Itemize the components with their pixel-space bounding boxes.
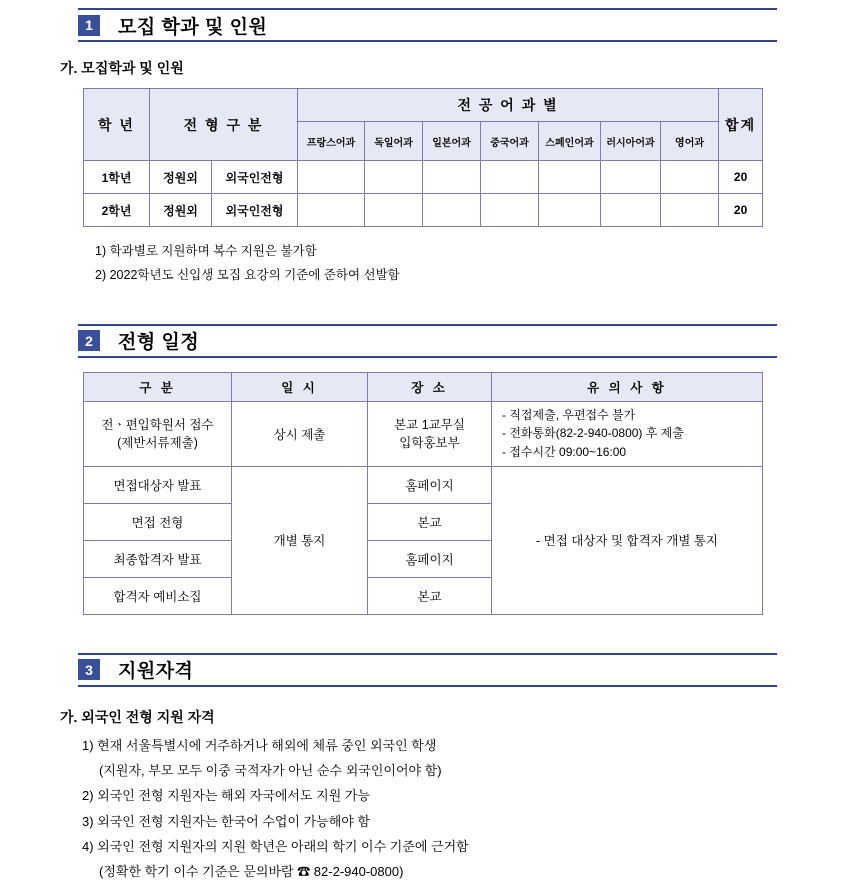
cell-major-japanese <box>423 194 481 227</box>
section-3-heading <box>78 653 777 687</box>
list-item: 1) 현재 서울특별시에 거주하거나 해외에 체류 중인 외국인 학생 <box>82 737 437 753</box>
cell-major-english <box>661 161 719 194</box>
section-1-title: 모집 학과 및 인원 <box>118 16 268 38</box>
table-header-total: 합계 <box>719 89 763 161</box>
section-1-heading <box>78 8 777 42</box>
table-header-major-japanese: 일본어과 <box>423 122 481 161</box>
qualification-list <box>82 733 845 885</box>
schedule-header-date: 일 시 <box>232 372 368 401</box>
cell-place: 본교 <box>368 503 492 540</box>
notice-line: - 접수시간 09:00~16:00 <box>502 445 627 460</box>
cell-total: 20 <box>719 161 763 194</box>
admission-quota-table <box>83 88 763 227</box>
section-2-title: 전형 일정 <box>118 332 200 354</box>
cell-place: 홈페이지 <box>368 540 492 577</box>
schedule-header-notice: 유 의 사 항 <box>492 372 763 401</box>
section-1-number: 1 <box>78 15 100 36</box>
schedule-table <box>83 372 763 615</box>
list-item-sub: (지원자, 부모 모두 이중 국적자가 아닌 순수 외국인이어야 함) <box>99 763 442 779</box>
cell-division-line1: 전ㆍ편입학원서 접수 <box>101 417 214 432</box>
table-row <box>84 194 763 227</box>
cell-total: 20 <box>719 194 763 227</box>
cell-place-line2: 입학홍보부 <box>399 435 460 450</box>
cell-type-name: 외국인전형 <box>212 194 298 227</box>
cell-major-german <box>365 161 423 194</box>
table-header-type: 전 형 구 분 <box>150 89 298 161</box>
list-item: 3) 외국인 전형 지원자는 한국어 수업이 가능해야 함 <box>82 813 371 829</box>
cell-date-merged: 개별 통지 <box>232 466 368 614</box>
cell-grade: 2학년 <box>84 194 150 227</box>
table-header-major-german: 독일어과 <box>365 122 423 161</box>
cell-place: 본교 <box>368 577 492 614</box>
cell-division: 면접 전형 <box>84 503 232 540</box>
section-1 <box>0 0 845 288</box>
cell-division <box>84 401 232 466</box>
table-header-major-russian: 러시아어과 <box>601 122 661 161</box>
list-item-sub: (정확한 학기 이수 기준은 문의바람 ☎ 82-2-940-0800) <box>99 864 404 880</box>
cell-date: 상시 제출 <box>232 401 368 466</box>
cell-major-chinese <box>481 194 539 227</box>
section-3-title: 지원자격 <box>118 661 194 683</box>
cell-grade: 1학년 <box>84 161 150 194</box>
cell-division: 최종합격자 발표 <box>84 540 232 577</box>
cell-major-chinese <box>481 161 539 194</box>
cell-major-russian <box>601 161 661 194</box>
notice-line: - 전화통화(82-2-940-0800) 후 제출 <box>502 426 684 441</box>
cell-type-quota: 정원외 <box>150 161 212 194</box>
cell-notice-merged: - 면접 대상자 및 합격자 개별 통지 <box>492 466 763 614</box>
cell-type-name: 외국인전형 <box>212 161 298 194</box>
cell-major-spanish <box>539 161 601 194</box>
section-3 <box>0 615 845 885</box>
cell-notice <box>492 401 763 466</box>
cell-major-french <box>298 194 365 227</box>
note-item: 2) 2022학년도 신입생 모집 요강의 기준에 준하여 선발함 <box>95 268 400 283</box>
cell-type-quota: 정원외 <box>150 194 212 227</box>
cell-place <box>368 401 492 466</box>
table-row <box>84 161 763 194</box>
cell-place-line1: 본교 1교무실 <box>394 417 465 432</box>
cell-major-german <box>365 194 423 227</box>
section-1-subheading: 가. 모집학과 및 인원 <box>60 60 184 76</box>
cell-major-japanese <box>423 161 481 194</box>
table-header-major-english: 영어과 <box>661 122 719 161</box>
table-row <box>84 466 763 503</box>
cell-division: 면접대상자 발표 <box>84 466 232 503</box>
cell-division-line2: (제반서류제출) <box>117 435 198 450</box>
table-header-major-group: 전 공 어 과 별 <box>298 89 719 122</box>
cell-major-english <box>661 194 719 227</box>
section-2-heading <box>78 324 777 358</box>
section-1-notes <box>95 239 845 288</box>
cell-place: 홈페이지 <box>368 466 492 503</box>
section-2 <box>0 288 845 615</box>
table-header-major-spanish: 스페인어과 <box>539 122 601 161</box>
section-3-subheading: 가. 외국인 전형 지원 자격 <box>60 708 215 725</box>
table-header-major-chinese: 중국어과 <box>481 122 539 161</box>
cell-major-french <box>298 161 365 194</box>
cell-major-russian <box>601 194 661 227</box>
table-row <box>84 401 763 466</box>
section-2-number: 2 <box>78 330 100 351</box>
note-item: 1) 학과별로 지원하며 복수 지원은 불가함 <box>95 244 317 258</box>
section-3-number: 3 <box>78 659 100 680</box>
table-header-major-french: 프랑스어과 <box>298 122 365 161</box>
schedule-header-division: 구 분 <box>84 372 232 401</box>
schedule-header-place: 장 소 <box>368 372 492 401</box>
table-header-grade: 학 년 <box>84 89 150 161</box>
cell-major-spanish <box>539 194 601 227</box>
notice-line: - 직접제출, 우편접수 불가 <box>502 407 636 422</box>
list-item: 4) 외국인 전형 지원자의 지원 학년은 아래의 학기 이수 기준에 근거함 <box>82 839 469 855</box>
cell-division: 합격자 예비소집 <box>84 577 232 614</box>
list-item: 2) 외국인 전형 지원자는 해외 자국에서도 지원 가능 <box>82 788 371 804</box>
